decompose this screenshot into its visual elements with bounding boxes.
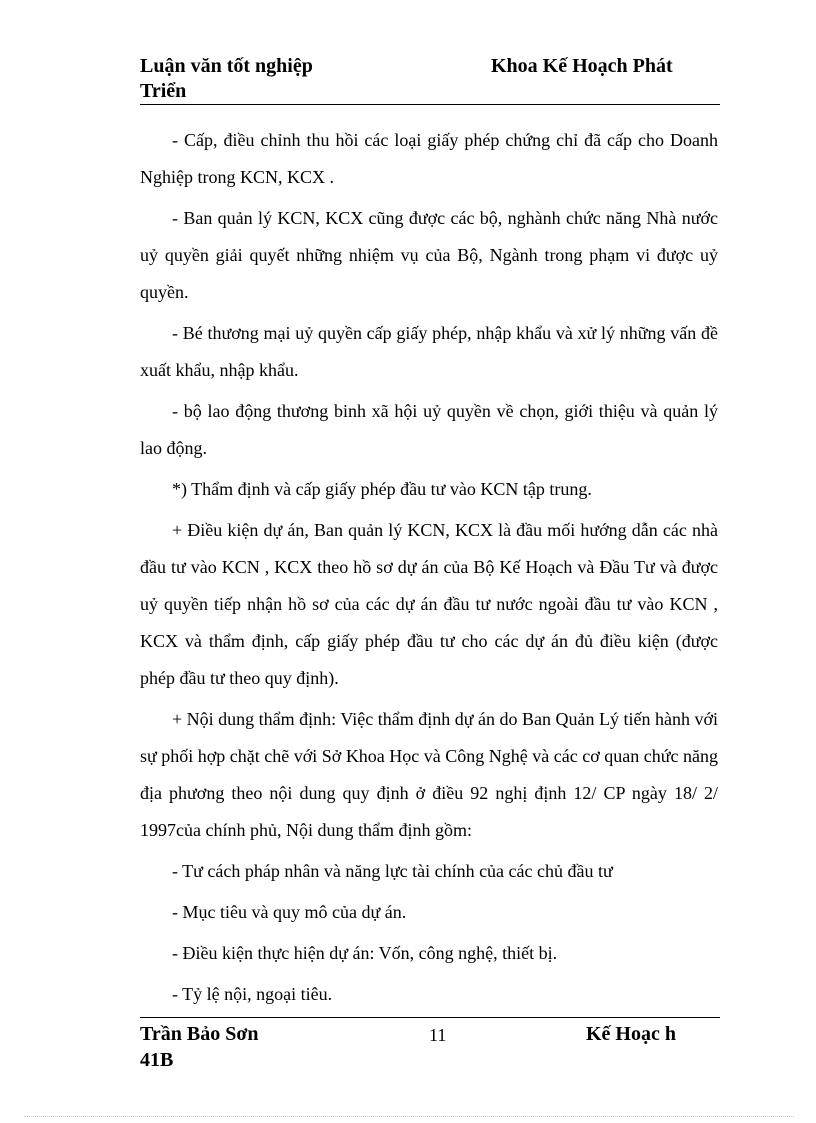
- footer-author: Trần Bảo Sơn: [140, 1023, 259, 1045]
- header-right: Khoa Kế Hoạch Phát: [491, 55, 673, 77]
- paragraph-8: - Tư cách pháp nhân và năng lực tài chính của các chủ đầu tư: [172, 861, 613, 881]
- paragraph-11: - Tỷ lệ nội, ngoại tiêu.: [172, 984, 333, 1004]
- page-edge-dotted-line: [24, 1116, 794, 1117]
- paragraph-1: - Cấp, điều chỉnh thu hồi các loại giấy phép chứng chỉ đã cấp cho Doanh Nghiệp trong KCN, KCX .: [140, 130, 718, 187]
- paragraph-7: + Nội dung thẩm định: Việc thẩm định dự án do Ban Quản Lý tiến hành với sự phối hợp chặt chẽ với Sở Khoa Học và Công Nghệ và các cơ quan chức năng địa phương theo nội dung quy định ở điều 92 nghị định 12/ CP ngày 18/ 2/ 1997của chính phủ, Nội dung thẩm định gồm:: [140, 709, 718, 840]
- paragraph-4: - bộ lao động thương binh xã hội uỷ quyền về chọn, giới thiệu và quản lý lao động.: [140, 401, 718, 458]
- paragraph-6: + Điều kiện dự án, Ban quản lý KCN, KCX là đầu mối hướng dẫn các nhà đầu tư vào KCN , KCX theo hồ sơ dự án của Bộ Kế Hoạch và Đầu Tư và được uỷ quyền tiếp nhận hồ sơ của các dự án đầu tư nước ngoài đầu tư vào KCN , KCX và thẩm định, cấp giấy phép đầu tư cho các dự án đủ điều kiện (được phép đầu tư theo quy định).: [140, 520, 718, 688]
- footer-class: 41B: [140, 1049, 174, 1071]
- header-rule: [140, 104, 720, 105]
- header-left-line1: Luận văn tốt nghiệp: [140, 55, 313, 77]
- paragraph-3: - Bé thương mại uỷ quyền cấp giấy phép, nhập khẩu và xử lý những vấn đề xuất khẩu, nhập khẩu.: [140, 323, 718, 380]
- paragraph-2: - Ban quản lý KCN, KCX cũng được các bộ, nghành chức năng Nhà nước uỷ quyền giải quyết những nhiệm vụ của Bộ, Ngành trong phạm vi được uỷ quyền.: [140, 208, 718, 302]
- header-left-line2: Triển: [140, 80, 187, 102]
- page-number: 11: [429, 1025, 447, 1045]
- footer-right: Kế Hoạc h: [586, 1023, 676, 1045]
- paragraph-10: - Điều kiện thực hiện dự án: Vốn, công nghệ, thiết bị.: [172, 943, 558, 963]
- paragraph-9: - Mục tiêu và quy mô của dự án.: [172, 902, 407, 922]
- paragraph-5: *) Thẩm định và cấp giấy phép đầu tư vào KCN tập trung.: [172, 479, 592, 499]
- footer-rule: [140, 1017, 720, 1018]
- page-body: [140, 122, 718, 1013]
